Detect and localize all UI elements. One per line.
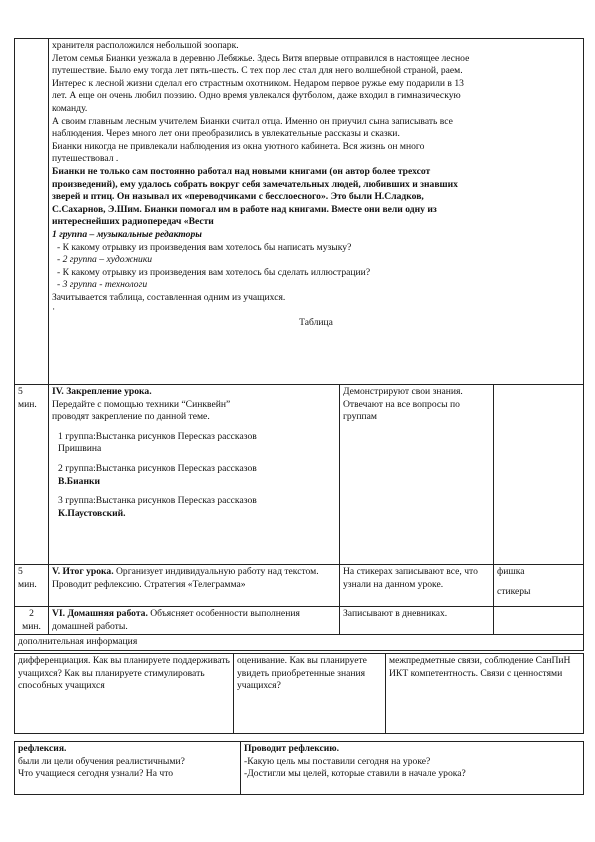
student-activity-text: На стикерах записывают все, что узнали на данном уроке. xyxy=(343,566,478,590)
teacher-activity-cell xyxy=(49,607,340,635)
stage-text: Организует индивидуальную работу над текстом. Проводит рефлексию. Стратегия «Телеграмма» xyxy=(52,566,319,590)
text-line: наблюдения. Через много лет они преобразились в увлекательные рассказы и сказки. xyxy=(52,128,400,140)
stage-text: Передайте с помощью техники “Синквейн” xyxy=(52,398,231,410)
table-caption: Таблица xyxy=(299,317,333,329)
text-line: хранителя расположился небольшой зоопарк. xyxy=(52,40,239,51)
reflection-question: -Какую цель мы поставили сегодня на уроке? xyxy=(244,755,431,767)
time-value: 5 xyxy=(18,386,23,397)
resources-cell xyxy=(494,607,584,635)
resource-item: фишка xyxy=(497,566,525,577)
reflection-title: рефлексия. xyxy=(18,743,67,754)
additional-info-label: дополнительная информация xyxy=(18,636,138,648)
text-line: Интерес к лесной жизни сделал его страстным охотником. Недаром первое ружье ему подарили в 13 xyxy=(52,77,464,89)
teacher-activity-cell xyxy=(49,565,340,607)
differentiation-text: дифференциация. Как вы планируете поддерживать учащихся? Как вы планируете стимулировать способных учащихся xyxy=(18,655,230,692)
reflection-action: Проводит рефлексию. xyxy=(244,743,340,754)
group3-heading: - 3 группа - технологи xyxy=(57,279,148,291)
group-task-author: К.Паустовский. xyxy=(58,507,126,519)
reflection-question: -Достигли мы целей, которые ставили в начале урока? xyxy=(244,768,466,780)
time-unit: мин. xyxy=(18,578,37,590)
reflection-question: Что учащиеся сегодня узнали? На что xyxy=(18,768,174,780)
lesson-plan-table xyxy=(14,38,584,651)
main-text-cell xyxy=(49,39,584,385)
time-cell xyxy=(15,607,49,635)
bold-text-line: произведений), ему удалось собрать вокруг себя замечательных людей, любивших и знавших xyxy=(52,178,458,190)
reflection-question: были ли цели обучения реалистичными? xyxy=(18,755,185,767)
bold-text-line: Бианки не только сам постоянно работал над новыми книгами (он автор более трехсот xyxy=(52,165,431,177)
interdisciplinary-cell xyxy=(386,654,584,734)
resource-item: стикеры xyxy=(497,585,531,597)
reflection-right-cell xyxy=(241,742,584,795)
time-value: 5 xyxy=(18,566,23,577)
group-task: 3 группа:Выстанка рисунков Пересказ рассказов xyxy=(58,495,257,507)
teacher-activity-cell xyxy=(49,385,340,565)
text-line: А своим главным лесным учителем Бианки считал отца. Именно он приучил сына записывать все xyxy=(52,115,453,127)
student-activity-text: Демонстрируют свои знания. Отвечают на все вопросы по группам xyxy=(343,386,463,423)
text-line: путешествие. Было ему тогда лет пять-шесть. С тех пор лес стал для него волшебной страной, раем. xyxy=(52,65,463,77)
resources-cell xyxy=(494,385,584,565)
additional-info-table xyxy=(14,653,584,734)
table-read-note: Зачитывается таблица, составленная одним из учащихся. xyxy=(52,291,286,303)
group-task: 1 группа:Выстанка рисунков Пересказ рассказов xyxy=(58,430,257,442)
stage-heading: V. Итог урока. xyxy=(52,566,114,577)
bold-text-line: зверей и птиц. Он называл их «переводчиками с бесслоесного». Это были Н.Сладков, xyxy=(52,191,424,203)
time-unit: мин. xyxy=(18,398,37,410)
stage-text: проводят закрепление по данной теме. xyxy=(52,411,210,423)
text-line: Летом семья Бианки уезжала в деревню Лебяжье. Здесь Витя впервые отправился в настоящее лесное xyxy=(52,52,470,64)
student-activity-text: Записывают в дневниках. xyxy=(343,608,448,619)
reflection-left-cell xyxy=(15,742,241,795)
question-1: - К какому отрывку из произведения вам хотелось бы написать музыку? xyxy=(57,241,352,253)
interdisciplinary-text: межпредметные связи, соблюдение СанПиН ИКТ компетентность. Связи с ценностями xyxy=(389,655,571,679)
reflection-table xyxy=(14,741,584,795)
additional-info-header xyxy=(15,635,584,651)
differentiation-cell xyxy=(15,654,234,734)
group-task-author: В.Бианки xyxy=(58,475,101,487)
question-2: - К какому отрывку из произведения вам хотелось бы сделать иллюстрации? xyxy=(57,266,371,278)
assessment-text: оценивание. Как вы планируете увидеть приобретенные знания учащихся? xyxy=(237,655,367,692)
bullet-dot: · xyxy=(52,304,56,316)
student-activity-cell xyxy=(340,565,494,607)
group-task-author: Пришвина xyxy=(58,443,102,455)
assessment-cell xyxy=(234,654,386,734)
group2-heading: - 2 группа – художники xyxy=(57,254,153,266)
bold-text-line: С.Сахарнов, Э.Шим. Бианки помогал им в работе над книгами. Вместе они вели одну из xyxy=(52,203,437,215)
time-cell-empty xyxy=(15,39,49,385)
student-activity-cell xyxy=(340,607,494,635)
text-line: Бианки никогда не привлекали наблюдения из окна уютного кабинета. Вся жизнь он много xyxy=(52,140,425,152)
resources-cell xyxy=(494,565,584,607)
stage-heading: IV. Закрепление урока. xyxy=(52,386,152,397)
stage-text: Объясняет особенности выполнения домашней работы. xyxy=(52,608,300,632)
time-unit: мин. xyxy=(22,620,41,632)
time-cell xyxy=(15,385,49,565)
time-value: 2 xyxy=(29,608,34,619)
bold-text-line: интереснейших радиопередач «Вести xyxy=(52,216,214,228)
text-line: путешествовал . xyxy=(52,153,119,165)
student-activity-cell xyxy=(340,385,494,565)
time-cell xyxy=(15,565,49,607)
text-line: команду. xyxy=(52,102,88,114)
group1-heading: 1 группа – музыкальные редакторы xyxy=(52,228,202,240)
stage-heading: VI. Домашняя работа. xyxy=(52,608,148,619)
text-line: лет. А еще он очень любил поэзию. Одно время увлекался футболом, даже входил в гимназическую xyxy=(52,90,461,102)
group-task: 2 группа:Выстанка рисунков Пересказ рассказов xyxy=(58,462,257,474)
